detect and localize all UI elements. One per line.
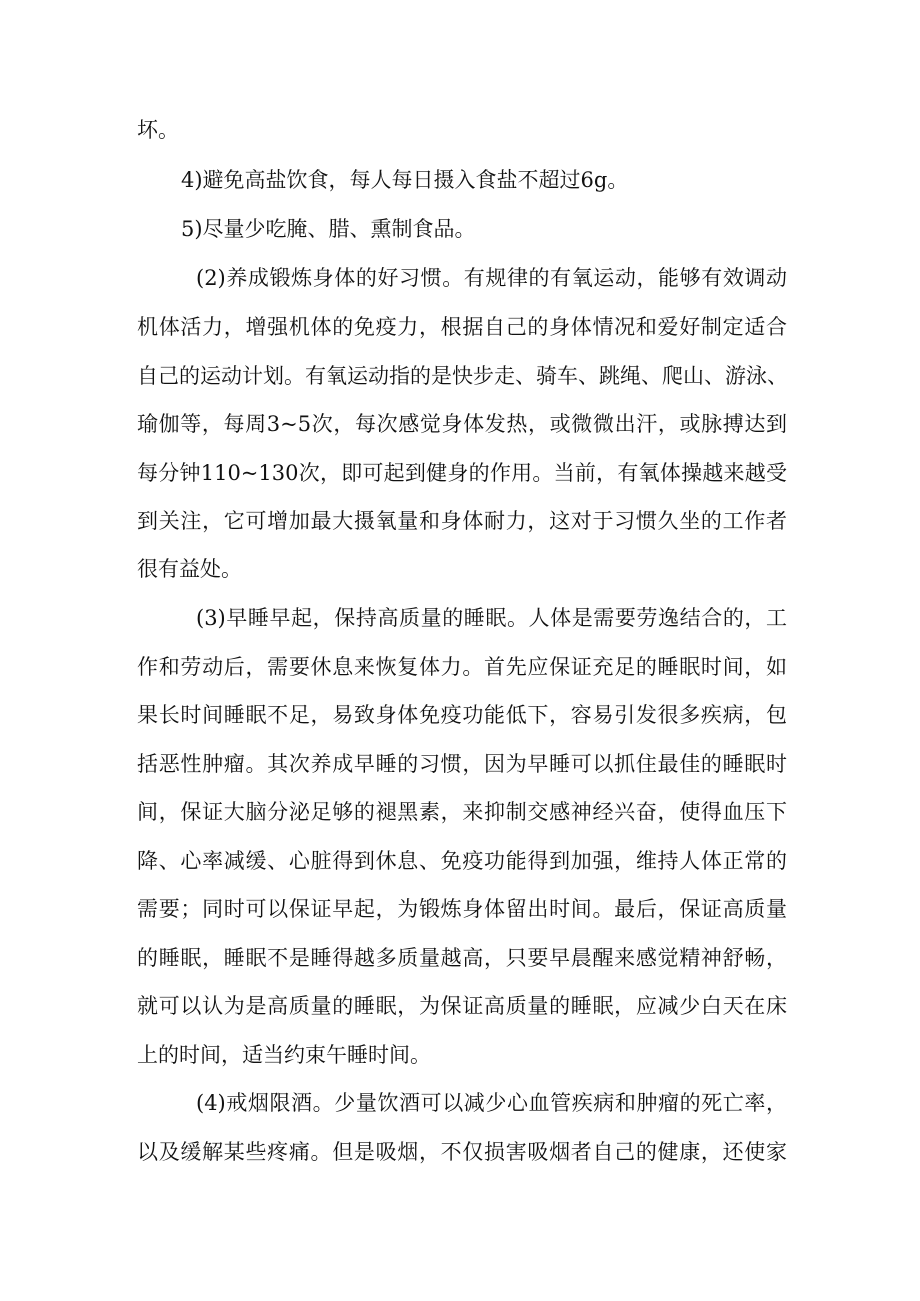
paragraph-4-line-2: 果长时间睡眠不足，易致身体免疫功能低下，容易引发很多疾病，包	[137, 703, 787, 727]
paragraph-2-line-0: 5)尽量少吃腌、腊、熏制食品。	[181, 217, 476, 241]
paragraph-3-line-0: (2)养成锻炼身体的好习惯。有规律的有氧运动，能够有效调动	[196, 266, 787, 290]
paragraph-4-line-6: 需要；同时可以保证早起，为锻炼身体留出时间。最后，保证高质量	[137, 897, 787, 921]
paragraph-3-line-4: 每分钟110~130次，即可起到健身的作用。当前，有氧体操越来越受	[137, 461, 787, 485]
paragraph-4-line-1: 作和劳动后，需要休息来恢复体力。首先应保证充足的睡眠时间，如	[137, 655, 787, 679]
paragraph-3-line-1: 机体活力，增强机体的免疫力，根据自己的身体情况和爱好制定适合	[137, 315, 787, 339]
paragraph-4-line-4: 间，保证大脑分泌足够的褪黑素，来抑制交感神经兴奋，使得血压下	[137, 800, 787, 824]
paragraph-3-line-6: 很有益处。	[137, 557, 242, 581]
paragraph-3-line-5: 到关注，它可增加最大摄氧量和身体耐力，这对于习惯久坐的工作者	[137, 509, 787, 533]
paragraph-0-line-0: 坏。	[137, 118, 179, 142]
paragraph-4-line-9: 上的时间，适当约束午睡时间。	[137, 1043, 431, 1067]
paragraph-4-line-8: 就可以认为是高质量的睡眠，为保证高质量的睡眠，应减少白天在床	[137, 994, 787, 1018]
paragraph-1-line-0: 4)避免高盐饮食，每人每日摄入食盐不超过6g。	[181, 168, 629, 192]
paragraph-4-line-3: 括恶性肿瘤。其次养成早睡的习惯，因为早睡可以抓住最佳的睡眠时	[137, 752, 787, 776]
paragraph-4-line-5: 降、心率减缓、心脏得到休息、免疫功能得到加强，维持人体正常的	[137, 849, 787, 873]
paragraph-5-line-1: 以及缓解某些疼痛。但是吸烟，不仅损害吸烟者自己的健康，还使家	[137, 1140, 787, 1164]
paragraph-3-line-2: 自己的运动计划。有氧运动指的是快步走、骑车、跳绳、爬山、游泳、	[137, 364, 788, 388]
paragraph-5-line-0: (4)戒烟限酒。少量饮酒可以减少心血管疾病和肿瘤的死亡率，	[196, 1091, 787, 1115]
paragraph-4-line-0: (3)早睡早起，保持高质量的睡眠。人体是需要劳逸结合的，工	[196, 606, 787, 630]
paragraph-3-line-3: 瑜伽等，每周3~5次，每次感觉身体发热，或微微出汗，或脉搏达到	[137, 412, 787, 436]
paragraph-4-line-7: 的睡眠，睡眠不是睡得越多质量越高，只要早晨醒来感觉精神舒畅，	[137, 946, 787, 970]
